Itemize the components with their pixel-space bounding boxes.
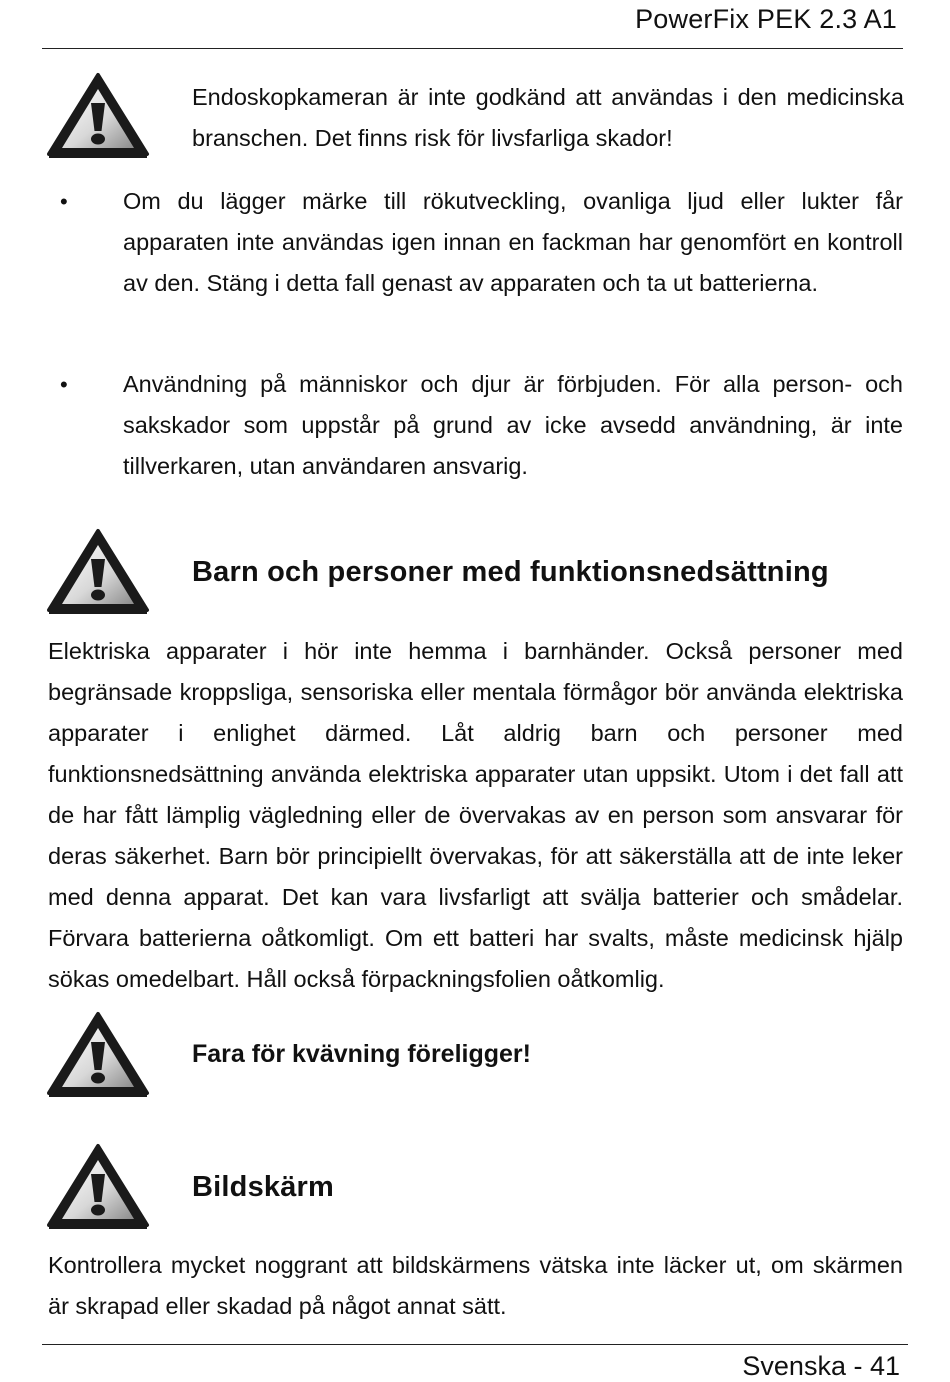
bullet-text-smoke: Om du lägger märke till rökutveckling, ovanliga ljud eller lukter får apparaten inte användas igen innan en fackman har genomfört en kontroll av den. Stäng i detta fall genast av apparaten och ta ut batterierna. bbox=[123, 188, 903, 296]
page-number: Svenska - 41 bbox=[742, 1351, 900, 1381]
section-heading-display: Bildskärm bbox=[192, 1171, 335, 1203]
warning-triangle-icon bbox=[46, 72, 150, 160]
warning-suffocation-text: Fara för kvävning föreligger! bbox=[192, 1040, 531, 1068]
page-header bbox=[42, 0, 903, 49]
section-body-children: Elektriska apparater i hör inte hemma i barnhänder. Också personer med begränsade kroppsliga, sensoriska eller mentala förmågor bör använda elektriska apparater i enlighet därmed. Låt aldrig barn och personer med funktionsnedsättning använda elektriska apparater utan uppsikt. Utom i det fall att de har fått lämplig vägledning eller de övervakas av en person som ansvarar för deras säkerhet. Barn bör principiellt övervakas, för att säkerställa att de inte leker med denna apparat. Det kan vara livsfarligt att svälja batterier och smådelar. Förvara batterierna oåtkomligt. Om ett batteri har svalts, måste medicinsk hjälp sökas omedelbart. Håll också förpackningsfolien oåtkomlig. bbox=[48, 638, 903, 992]
bullet-text-usage: Användning på människor och djur är förbjuden. För alla person- och sakskador som uppstår på grund av icke avsedd användning, är inte tillverkaren, utan användaren ansvarig. bbox=[123, 371, 903, 479]
bullet-symbol: • bbox=[60, 189, 68, 214]
warning-intro-text: Endoskopkameran är inte godkänd att användas i den medicinska branschen. Det finns risk för livsfarliga skador! bbox=[192, 84, 904, 151]
header-title: PowerFix PEK 2.3 A1 bbox=[635, 4, 897, 34]
warning-triangle-icon bbox=[46, 1143, 150, 1231]
warning-triangle-icon bbox=[46, 528, 150, 616]
section-heading-children: Barn och personer med funktionsnedsättning bbox=[192, 556, 829, 588]
page-footer bbox=[42, 1344, 908, 1381]
warning-triangle-icon bbox=[46, 1011, 150, 1099]
section-body-display: Kontrollera mycket noggrant att bildskärmens vätska inte läcker ut, om skärmen är skrapad eller skadad på något annat sätt. bbox=[48, 1252, 903, 1319]
bullet-symbol: • bbox=[60, 372, 68, 397]
